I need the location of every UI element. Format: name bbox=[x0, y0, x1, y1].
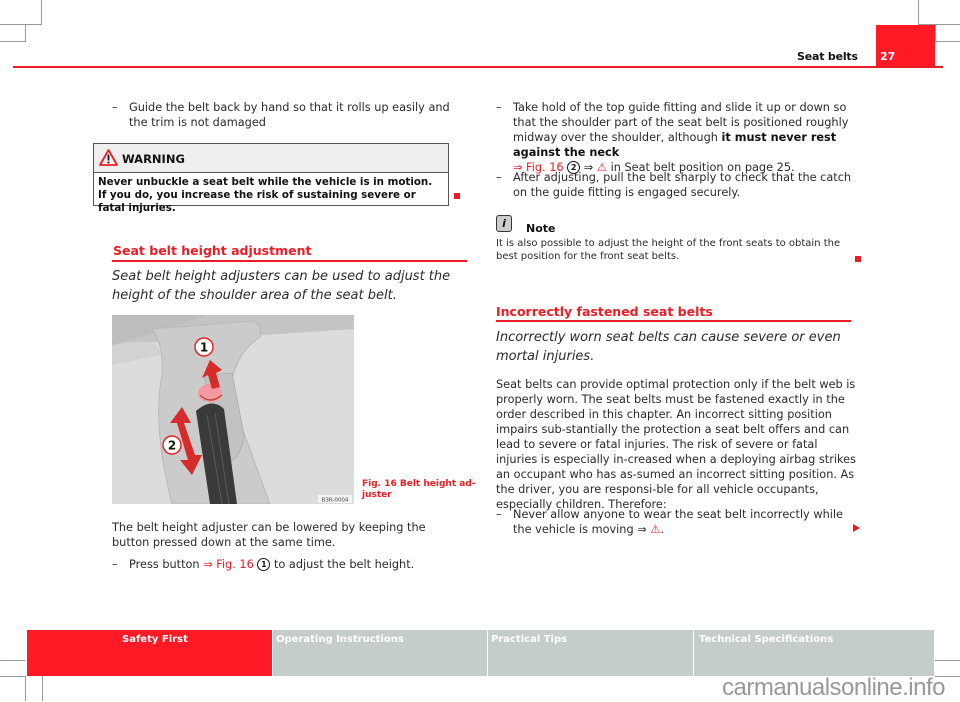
list-item bbox=[496, 170, 861, 200]
arrow-symbol: ⇒ bbox=[580, 161, 597, 174]
warning-triangle-icon bbox=[99, 149, 118, 166]
tab-practical-tips[interactable] bbox=[488, 630, 693, 676]
tab-label: Safety First bbox=[122, 634, 188, 645]
tab-label: Technical Specifications bbox=[699, 634, 834, 645]
crop-mark bbox=[25, 676, 43, 701]
section-title: Incorrectly fastened seat belts bbox=[496, 304, 713, 319]
crop-mark bbox=[0, 676, 25, 677]
tab-technical-specifications[interactable] bbox=[694, 630, 934, 676]
page-number: 27 bbox=[880, 50, 896, 63]
bullet-dash: – bbox=[496, 101, 502, 114]
callout-number: 2 bbox=[567, 161, 580, 174]
list-item-text bbox=[513, 100, 861, 175]
crop-mark bbox=[918, 0, 960, 25]
figure-belt-height-adjuster bbox=[112, 315, 354, 504]
crop-mark bbox=[0, 0, 42, 25]
section-intro: Incorrectly worn seat belts can cause severe or even mortal injuries. bbox=[496, 330, 841, 364]
continue-arrow-icon bbox=[853, 524, 860, 532]
callout-2: 2 bbox=[167, 438, 177, 453]
section-rule bbox=[496, 320, 851, 322]
figure-reference-link[interactable]: ⇒ Fig. 16 bbox=[513, 161, 568, 174]
bold-text: it must never rest against the neck bbox=[513, 131, 837, 159]
section-intro: Seat belt height adjusters can be used to adjust the height of the shoulder area of the seat belt. bbox=[112, 269, 451, 303]
text-segment: . bbox=[660, 523, 665, 536]
figure-caption-line: juster bbox=[362, 490, 392, 500]
crop-mark bbox=[935, 659, 960, 661]
list-item-text: After adjusting, pull the belt sharply to check that the catch on the guide fitting is engaged securely. bbox=[513, 171, 852, 199]
bullet-dash: – bbox=[496, 171, 502, 184]
list-item bbox=[112, 557, 462, 572]
list-item bbox=[496, 100, 861, 175]
chapter-tabs bbox=[27, 630, 934, 676]
figure-caption-line: Fig. 16 Belt height ad- bbox=[362, 479, 476, 489]
text-segment: to adjust the belt height. bbox=[270, 558, 415, 571]
tab-label: Operating Instructions bbox=[276, 634, 404, 645]
tab-safety-first[interactable] bbox=[27, 630, 272, 676]
tab-operating-instructions[interactable] bbox=[273, 630, 487, 676]
crop-mark bbox=[0, 24, 26, 42]
bullet-dash: – bbox=[112, 101, 118, 114]
list-item-text bbox=[129, 557, 462, 572]
warning-reference-icon[interactable]: ⚠ bbox=[650, 523, 661, 536]
figure-code: B3R-0004 bbox=[321, 497, 349, 504]
paragraph: The belt height adjuster can be lowered by keeping the button pressed down at the same time. bbox=[112, 521, 426, 549]
list-item bbox=[112, 100, 452, 130]
warning-box bbox=[93, 143, 449, 214]
bullet-dash: – bbox=[496, 508, 502, 521]
crop-mark bbox=[935, 24, 960, 42]
arrow-symbol: ⇒ bbox=[637, 523, 651, 536]
crop-mark bbox=[0, 659, 25, 661]
section-rule bbox=[112, 260, 467, 262]
bullet-dash: – bbox=[112, 558, 118, 571]
running-header: Seat belts bbox=[797, 50, 858, 63]
info-icon: i bbox=[496, 215, 512, 232]
text-segment: Never allow anyone to wear the seat belt incorrectly while the vehicle is moving bbox=[513, 508, 843, 536]
text-segment: Press button bbox=[129, 558, 204, 571]
callout-number: 1 bbox=[257, 558, 270, 571]
figure-illustration bbox=[112, 315, 354, 504]
paragraph: Seat belts can provide optimal protection only if the belt web is properly worn. The seat belts must be fastened exactly in the order described in this chapter. An incorrect sitting position impairs sub-stantially the protection a seat belt offers and can lead to severe or fatal injuries. The risk of severe or fatal injuries is especially in-creased when a deploying airbag strikes an occupant who has as-sumed an incorrect sitting position. As the driver, you are responsi-ble for all vehicle occupants, especially children. Therefore: bbox=[496, 378, 856, 511]
warning-reference-icon[interactable]: ⚠ bbox=[596, 161, 607, 174]
text-segment: Take hold of the top guide fitting and slide it up or down so that the shoulder part of the seat belt is positioned roughly midway over the shoulder, although bbox=[513, 101, 849, 144]
note-title: Note bbox=[526, 222, 556, 235]
text-segment: in Seat belt position on page 25. bbox=[607, 161, 795, 174]
callout-1: 1 bbox=[199, 340, 209, 355]
section-end-marker bbox=[454, 193, 460, 199]
warning-title: WARNING bbox=[122, 152, 185, 166]
header-rule bbox=[13, 66, 943, 68]
tab-label: Practical Tips bbox=[491, 634, 568, 645]
watermark: carmanualsonline.info bbox=[722, 674, 945, 701]
list-item-text bbox=[513, 507, 861, 537]
warning-text: Never unbuckle a seat belt while the vehicle is in motion. If you do, you increase the risk of sustaining severe or fatal injuries. bbox=[98, 176, 433, 214]
section-title: Seat belt height adjustment bbox=[113, 243, 312, 258]
note-text: It is also possible to adjust the height of the front seats to obtain the best position for the front seat belts. bbox=[496, 238, 841, 262]
list-item-text: Guide the belt back by hand so that it rolls up easily and the trim is not damaged bbox=[129, 101, 450, 129]
figure-caption bbox=[362, 479, 476, 501]
figure-reference-link[interactable]: ⇒ Fig. 16 bbox=[203, 558, 258, 571]
warning-header bbox=[94, 144, 448, 173]
section-end-marker bbox=[855, 256, 861, 262]
list-item bbox=[496, 507, 861, 537]
